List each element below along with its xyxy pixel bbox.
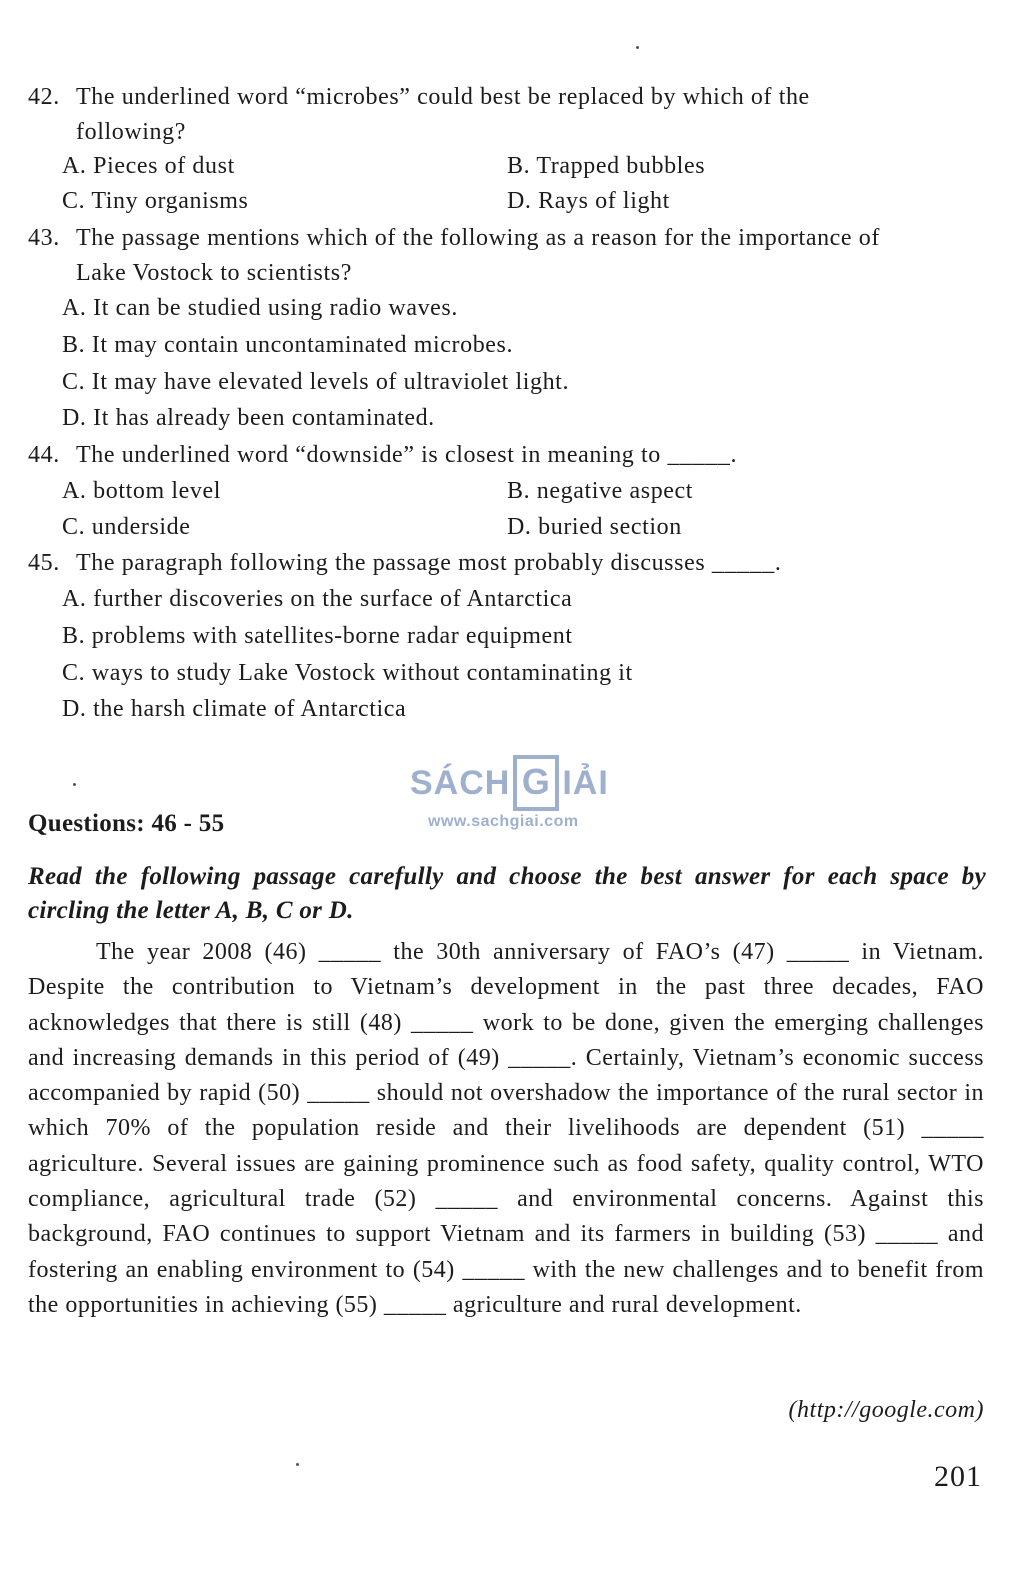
option-b: B. Trapped bubbles [507,153,706,179]
option-c: C. It may have elevated levels of ultraviolet light. [62,369,570,395]
passage-source: (http://google.com) [788,1397,984,1423]
watermark-logo [410,755,609,811]
scan-speck [73,783,76,786]
question-43 [28,221,986,291]
question-stem: The paragraph following the passage most probably discusses _____. [76,550,782,576]
option-d: D. Rays of light [507,188,670,214]
cloze-passage: The year 2008 (46) _____ the 30th anniversary of FAO’s (47) _____ in Vietnam. Despite the contribution to Vietnam’s development in the past three decades, FAO acknowledges that there is still (48) _____ work to be done, given the emerging challenges and increasing demands in this period of (49) _____. Certainly, Vietnam’s economic success accompanied by rapid (50) _____ should not overshadow the importance of the rural sector in which 70% of the population reside and their livelihoods are dependent (51) _____ agriculture. Several issues are gaining prominence such as food safety, quality control, WTO compliance, agricultural trade (52) _____ and environmental concerns. Against this background, FAO continues to support Vietnam and its farmers in building (53) _____ and fostering an enabling environment to (54) _____ with the new challenges and to benefit from the opportunities in achieving (55) _____ agriculture and rural development. [28,939,984,1318]
option-d: D. the harsh climate of Antarctica [62,696,407,722]
option-d: D. buried section [507,514,682,540]
question-45 [28,546,986,581]
question-stem: The passage mentions which of the following as a reason for the importance of [76,225,880,251]
page-number: 201 [934,1460,982,1493]
section-instruction: Read the following passage carefully and choose the best answer for each space by circling the letter A, B, C or D. [28,863,986,924]
watermark-brand-right: IẢI [562,763,609,802]
sachgiai-watermark [410,735,620,835]
option-d: D. It has already been contaminated. [62,405,435,431]
question-stem-continued: following? [76,119,186,145]
question-44 [28,438,986,473]
option-a: A. further discoveries on the surface of Antarctica [62,586,573,612]
question-stem: The underlined word “downside” is closest in meaning to _____. [76,442,738,468]
question-42 [28,80,986,150]
option-b: B. problems with satellites-borne radar equipment [62,623,573,649]
watermark-brand-left: SÁCH [410,763,511,802]
question-number: 43. [28,225,60,251]
option-c: C. underside [62,514,191,540]
option-c: C. ways to study Lake Vostock without contaminating it [62,660,633,686]
scan-speck [296,1463,299,1466]
section-heading: Questions: 46 - 55 [28,810,225,837]
option-a: A. It can be studied using radio waves. [62,295,458,321]
scan-speck [636,46,639,49]
watermark-url: www.sachgiai.com [428,813,579,830]
question-number: 42. [28,84,60,110]
question-stem-continued: Lake Vostock to scientists? [76,260,352,286]
option-a: A. Pieces of dust [62,153,235,179]
watermark-brand-box: G [513,755,559,811]
option-c: C. Tiny organisms [62,188,249,214]
option-b: B. It may contain uncontaminated microbes. [62,332,514,358]
question-number: 44. [28,442,60,468]
option-b: B. negative aspect [507,478,694,504]
option-a: A. bottom level [62,478,221,504]
question-number: 45. [28,550,60,576]
question-stem: The underlined word “microbes” could best be replaced by which of the [76,84,810,110]
